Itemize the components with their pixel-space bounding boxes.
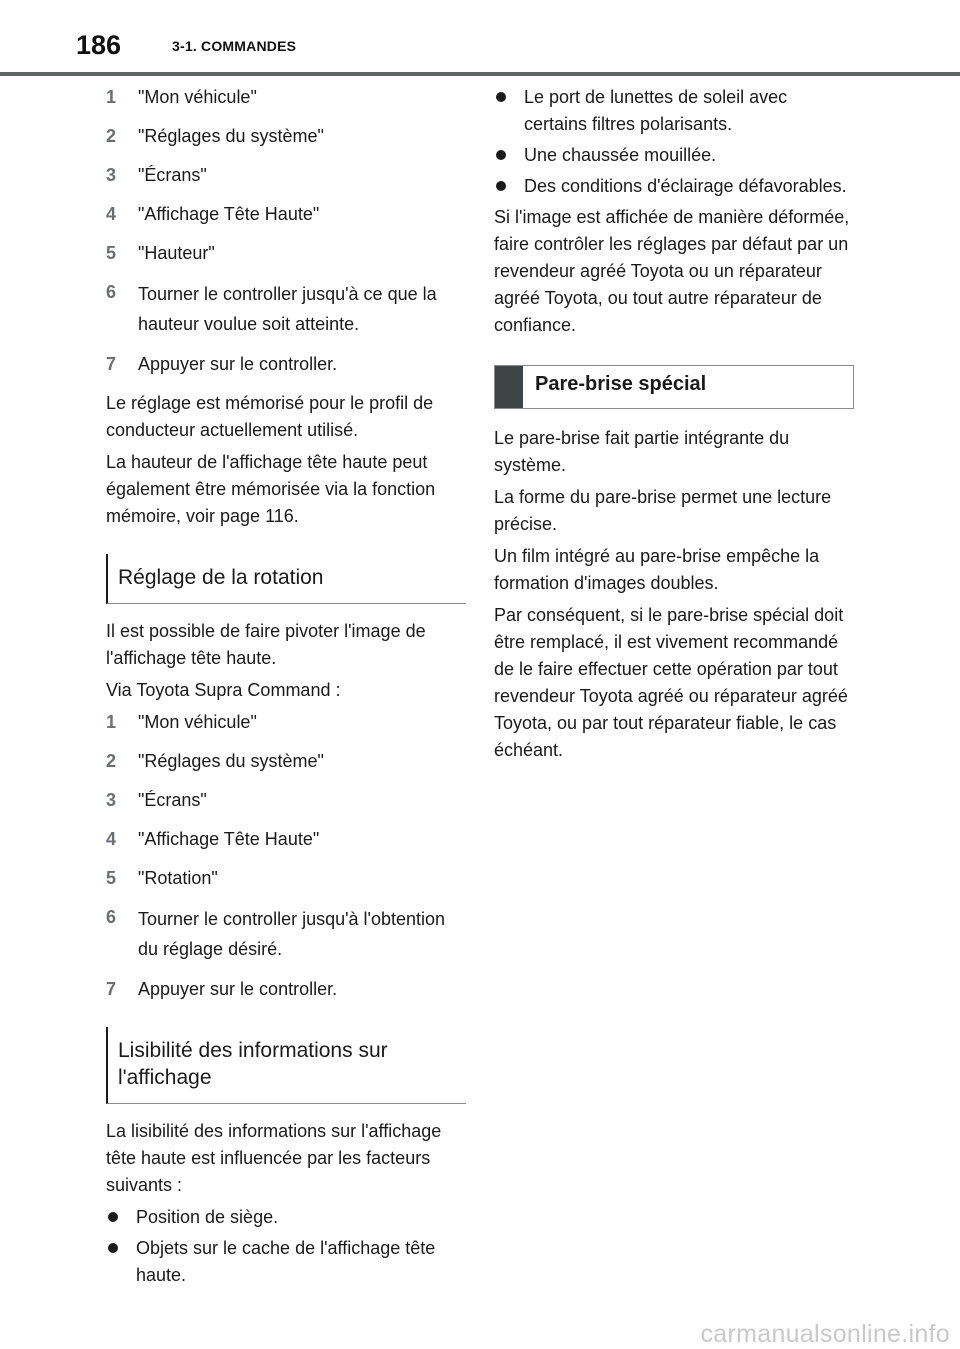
bullet-text: Des conditions d'éclairage défavorables. <box>524 176 847 196</box>
step-item <box>106 976 466 1003</box>
heading-parebrise-box <box>494 365 854 409</box>
step-text: Tourner le controller jusqu'à ce que la hauteur voulue soit atteinte. <box>138 284 437 334</box>
step-item <box>106 787 466 814</box>
step-text: "Hauteur" <box>138 243 215 263</box>
step-item <box>106 826 466 853</box>
header-rule <box>0 72 960 76</box>
step-text: "Mon véhicule" <box>138 87 257 107</box>
step-number: 7 <box>106 979 117 999</box>
heading-parebrise: Pare-brise spécial <box>535 373 707 395</box>
paragraph: Il est possible de faire pivoter l'image de l'affichage tête haute. <box>106 621 426 668</box>
paragraph: Le pare-brise fait partie intégrante du système. <box>494 428 790 475</box>
step-number: 3 <box>106 790 117 810</box>
step-number: 1 <box>106 87 117 107</box>
paragraph: La forme du pare-brise permet une lecture précise. <box>494 487 832 534</box>
steps-height-list <box>106 84 466 378</box>
step-item <box>106 709 466 736</box>
bullet-text: Position de siège. <box>136 1207 279 1227</box>
step-text: "Écrans" <box>138 790 207 810</box>
step-number: 6 <box>106 282 117 302</box>
page-number: 186 <box>76 30 122 60</box>
bullet-item <box>494 142 854 169</box>
bullet-text: Une chaussée mouillée. <box>524 145 717 165</box>
step-number: 3 <box>106 165 117 185</box>
step-item <box>106 240 466 267</box>
paragraph: La hauteur de l'affichage tête haute peut également être mémorisée via la fonction mémoire, voir page 116. <box>106 452 436 526</box>
step-item <box>106 279 466 339</box>
step-number: 6 <box>106 907 117 927</box>
step-number: 5 <box>106 243 117 263</box>
step-text: "Rotation" <box>138 868 218 888</box>
paragraph: Par conséquent, si le pare-brise spécial doit être remplacé, il est vivement recommandé de le faire effectuer cette opération par tout revendeur Toyota agréé ou réparateur agréé Toyota, ou par tout réparateur fiable, le cas échéant. <box>494 605 848 760</box>
step-item <box>106 84 466 111</box>
paragraph: La lisibilité des informations sur l'affichage tête haute est influencée par les facteurs suivants : <box>106 1121 442 1195</box>
step-number: 4 <box>106 204 117 224</box>
heading-rotation: Réglage de la rotation <box>106 554 466 604</box>
step-item <box>106 865 466 892</box>
steps-rotation-list <box>106 709 466 1003</box>
step-text: "Mon véhicule" <box>138 712 257 732</box>
step-item <box>106 748 466 775</box>
step-number: 7 <box>106 354 117 374</box>
paragraph: Si l'image est affichée de manière déformée, faire contrôler les réglages par défaut par un revendeur agréé Toyota ou un réparateur agréé Toyota, ou tout autre réparateur de confiance. <box>494 207 850 335</box>
step-number: 2 <box>106 126 117 146</box>
paragraph: Le réglage est mémorisé pour le profil de conducteur actuellement utilisé. <box>106 393 434 440</box>
step-text: Appuyer sur le controller. <box>138 354 338 374</box>
step-number: 4 <box>106 829 117 849</box>
step-text: Tourner le controller jusqu'à l'obtention du réglage désiré. <box>138 909 446 959</box>
paragraph: Via Toyota Supra Command : <box>106 680 341 700</box>
left-column <box>106 84 466 1293</box>
step-item <box>106 904 466 964</box>
step-text: "Réglages du système" <box>138 751 324 771</box>
step-text: "Affichage Tête Haute" <box>138 829 320 849</box>
bullet-icon <box>494 142 524 169</box>
step-number: 5 <box>106 868 117 888</box>
bullet-icon <box>106 1204 136 1231</box>
step-text: "Affichage Tête Haute" <box>138 204 320 224</box>
step-text: "Réglages du système" <box>138 126 324 146</box>
heading-marker <box>495 366 523 408</box>
step-item <box>106 201 466 228</box>
bullet-icon <box>494 84 524 138</box>
bullet-item <box>106 1204 466 1231</box>
bullet-item <box>106 1235 466 1289</box>
step-item <box>106 123 466 150</box>
right-column <box>494 84 854 769</box>
bullet-item <box>494 173 854 200</box>
bullet-text: Le port de lunettes de soleil avec certains filtres polarisants. <box>524 87 788 134</box>
step-item <box>106 162 466 189</box>
section-title: 3-1. COMMANDES <box>172 38 297 54</box>
step-item <box>106 351 466 378</box>
step-number: 2 <box>106 751 117 771</box>
heading-lisibilite: Lisibilité des informations sur l'affichage <box>106 1027 466 1104</box>
watermark: carmanualsonline.info <box>700 1320 950 1348</box>
step-text: Appuyer sur le controller. <box>138 979 338 999</box>
bullet-icon <box>494 173 524 200</box>
bullet-text: Objets sur le cache de l'affichage tête haute. <box>136 1238 436 1285</box>
bullet-item <box>494 84 854 138</box>
bullet-icon <box>106 1235 136 1289</box>
step-text: "Écrans" <box>138 165 207 185</box>
step-number: 1 <box>106 712 117 732</box>
paragraph: Un film intégré au pare-brise empêche la formation d'images doubles. <box>494 546 820 593</box>
